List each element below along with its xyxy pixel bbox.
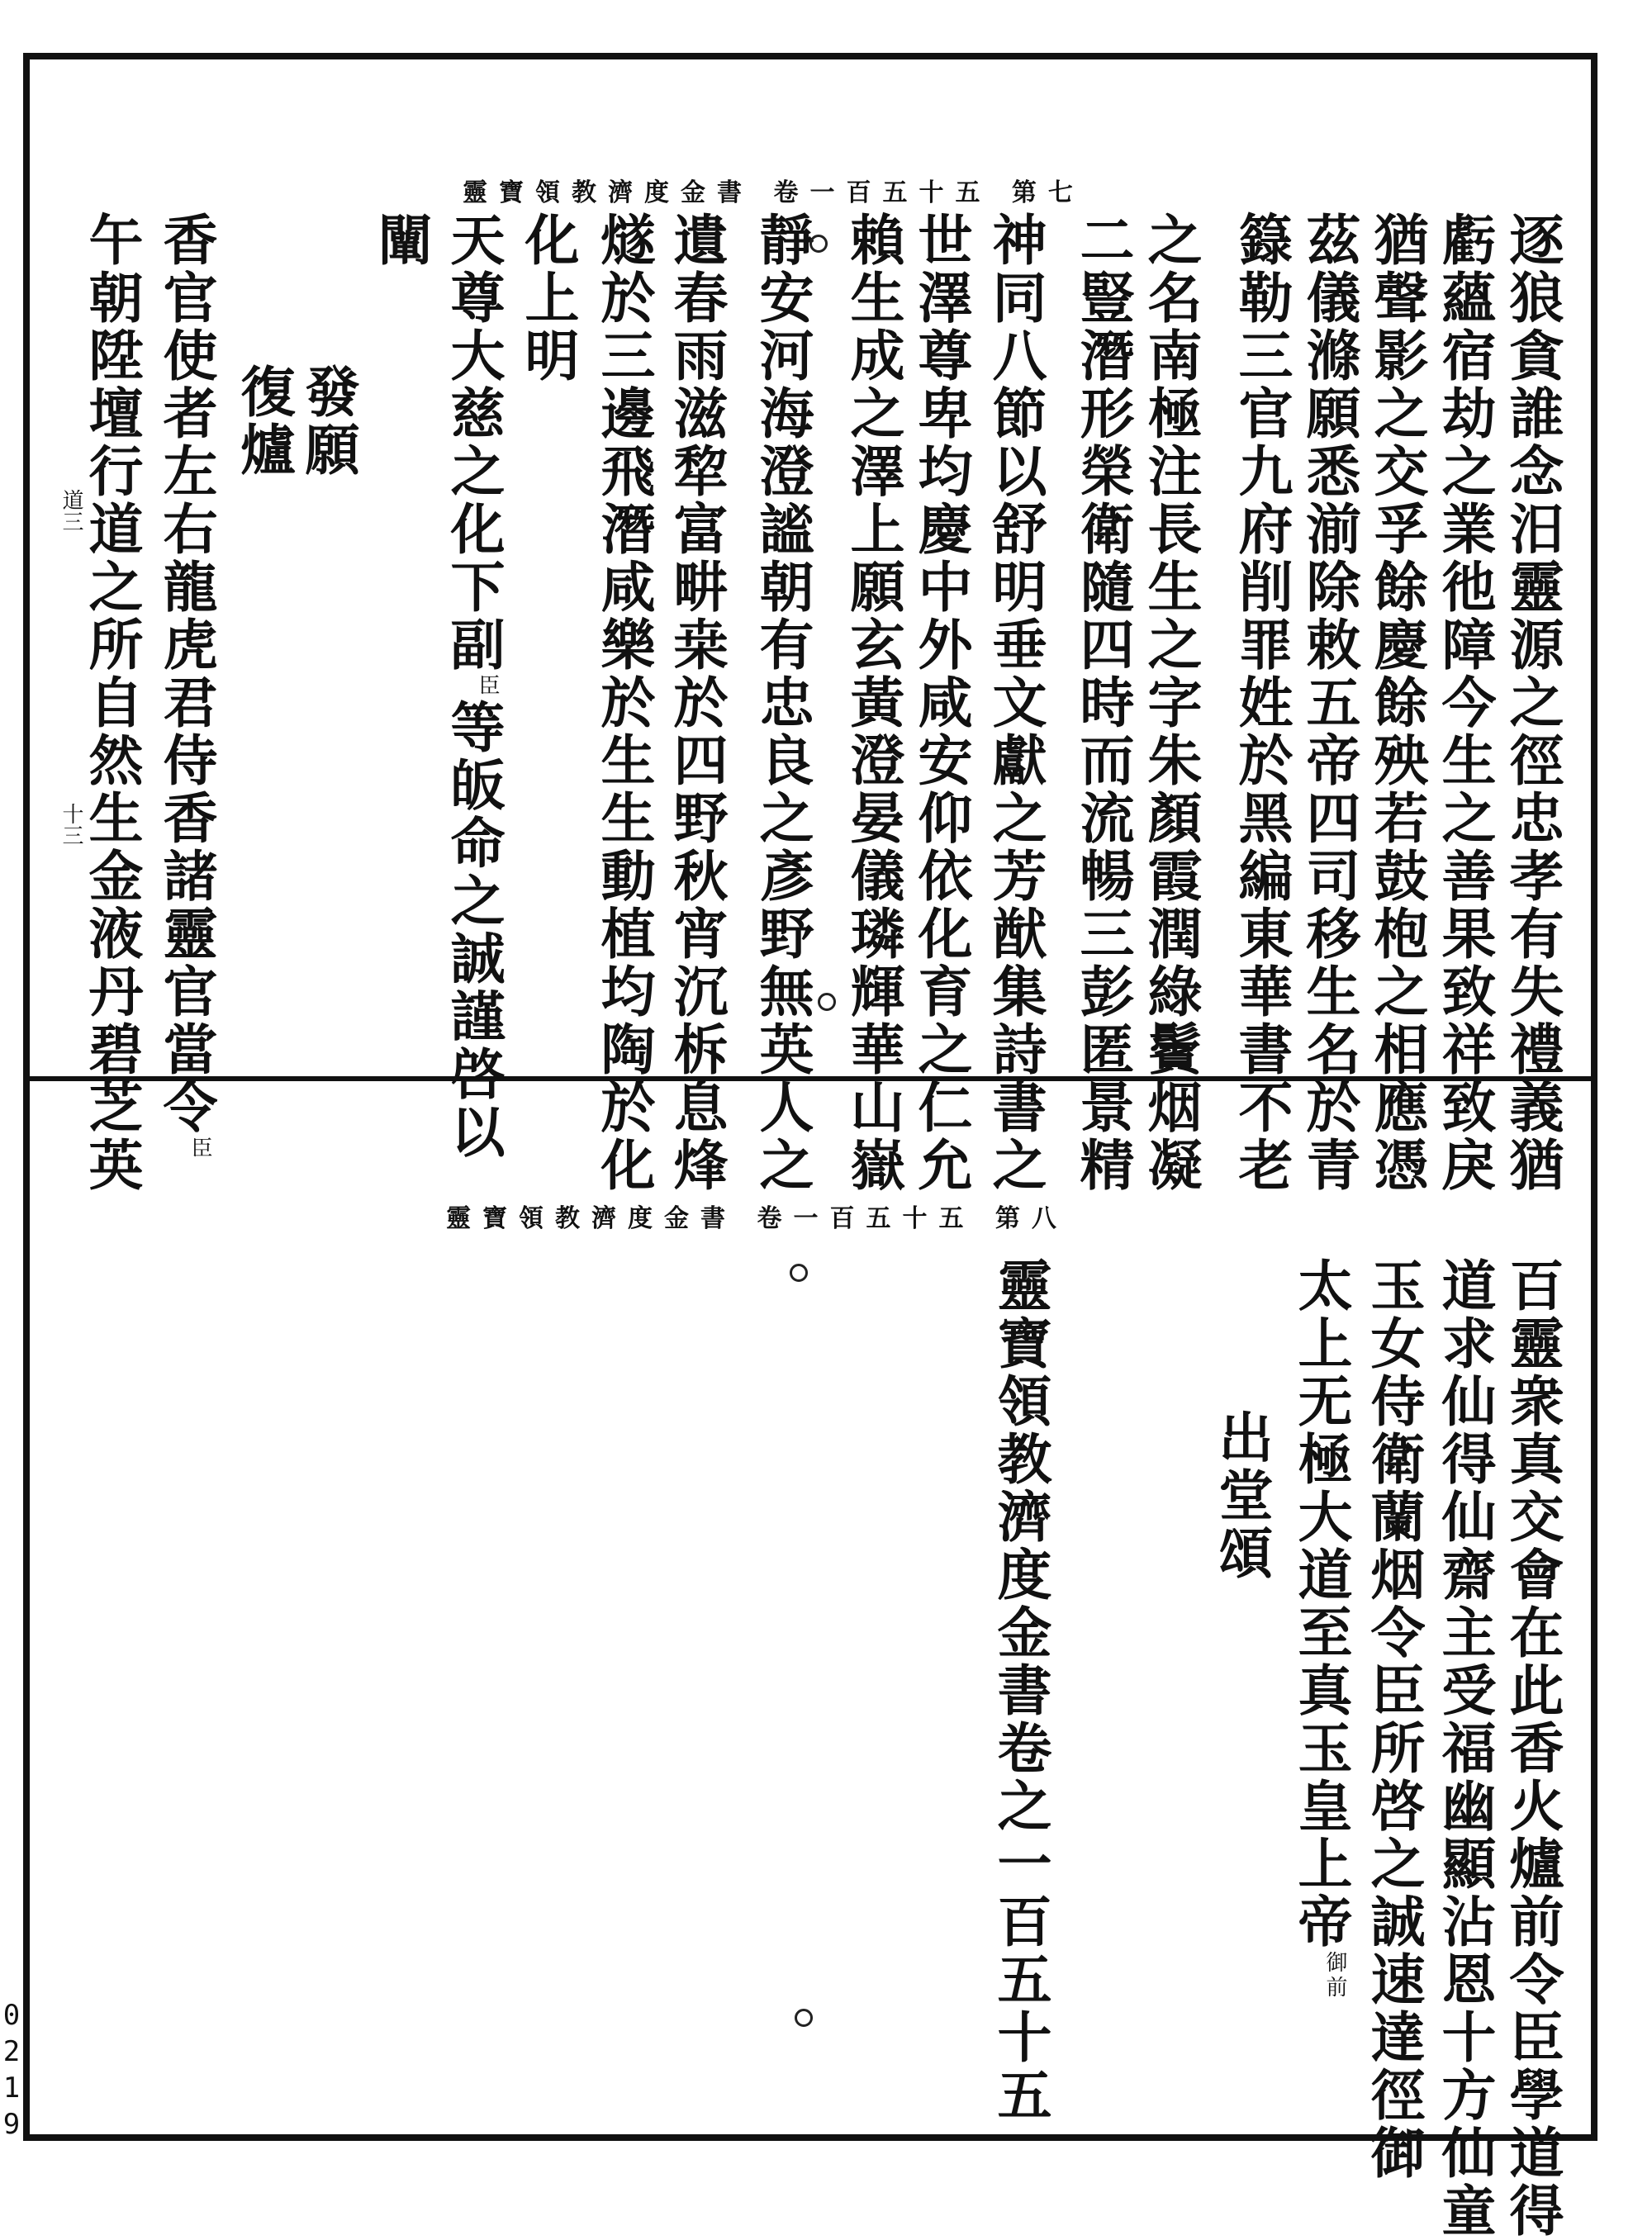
top-col-4: 茲儀滌願悉湔除敕五帝四司移生名於青 [1297,211,1361,1194]
punctuation-circle [790,1264,808,1282]
top-col-2: 虧蘊宿劫之業彵障今生之善果致祥致戾 [1432,211,1497,1194]
top-col-8: 神同八節以舒明垂文獻之芳猷集詩書之 [983,211,1047,1194]
top-col-16: 闡 [368,211,433,269]
top-running-header: 靈寶領教濟度金書 卷一百五十五 第七 [463,178,1085,207]
punctuation-circle [795,2009,813,2027]
bottom-col-3: 玉女侍衛蘭烟令臣所啓之誠速達徑御 [1361,1257,1426,2182]
margin-mark-2: 十三 [59,803,83,846]
punctuation-circle [818,993,836,1011]
top-col-3: 猶聲影之交孚餘慶餘殃若鼓枹之相應憑 [1365,211,1429,1194]
page-code: 0219 [2,1999,21,2141]
top-col-7: 二豎潛形榮衛隨四時而流暢三彭匿景精 [1070,211,1135,1194]
bottom-col-4-small: 御前 [1322,1951,1347,2000]
last-col: 午朝陞壇行道之所自然生金液丹碧芝英 [79,211,144,1194]
punctuation-circle [809,235,828,253]
end-title: 靈寶領教濟度金書卷之一百五十五 [988,1257,1052,2124]
bottom-col-1: 百靈衆真交會在此香火爐前令臣學道得 [1500,1257,1564,2240]
bottom-col-2: 道求仙得仙齋主受福幽顯沾恩十方仙童 [1432,1257,1497,2240]
top-col-10: 賴生成之澤上願玄黃澄晏儀璘輝華山嶽 [841,211,905,1194]
chutang-heading: 出堂頌 [1209,1409,1274,1583]
margin-mark-1: 道三 [59,489,83,532]
top-col-5: 籙勒三官九府削罪姓於黑編東華書不老 [1229,211,1294,1194]
fayuan-heading: 發願 [296,363,360,479]
fulu-heading: 復爐 [231,363,296,479]
top-col-15-small: 臣 [475,674,500,699]
bottom-running-header: 靈寶領教濟度金書 卷一百五十五 第八 [446,1204,1068,1233]
top-col-11: 靜安河海澄謐朝有忠良之彥野無英人之 [750,211,814,1194]
incense-col-small: 臣 [188,1137,212,1161]
top-col-9: 世澤尊卑均慶中外咸安仰依化育之仁允 [909,211,973,1194]
top-col-14: 化上明 [515,211,580,385]
incense-col: 香官使者左右龍虎君侍香諸靈官當令臣 [154,211,218,1161]
top-col-12: 遺春雨滋犂富畊桒於四野秋宵沉柝息烽 [664,211,729,1194]
top-col-13: 燧於三邊飛潛咸樂於生生動植均陶於化 [591,211,656,1194]
top-col-6: 之名南極注長生之字朱顏霞潤綠鬢烟凝 [1138,211,1203,1194]
top-col-1: 逐狼貪誰念汨靈源之徑忠孝有失禮義猶 [1500,211,1564,1194]
bottom-col-4: 太上无極大道至真玉皇上帝御前 [1289,1257,1353,2000]
top-col-15: 天尊大慈之化下副臣等皈命之誠謹啓以 [441,211,506,1161]
